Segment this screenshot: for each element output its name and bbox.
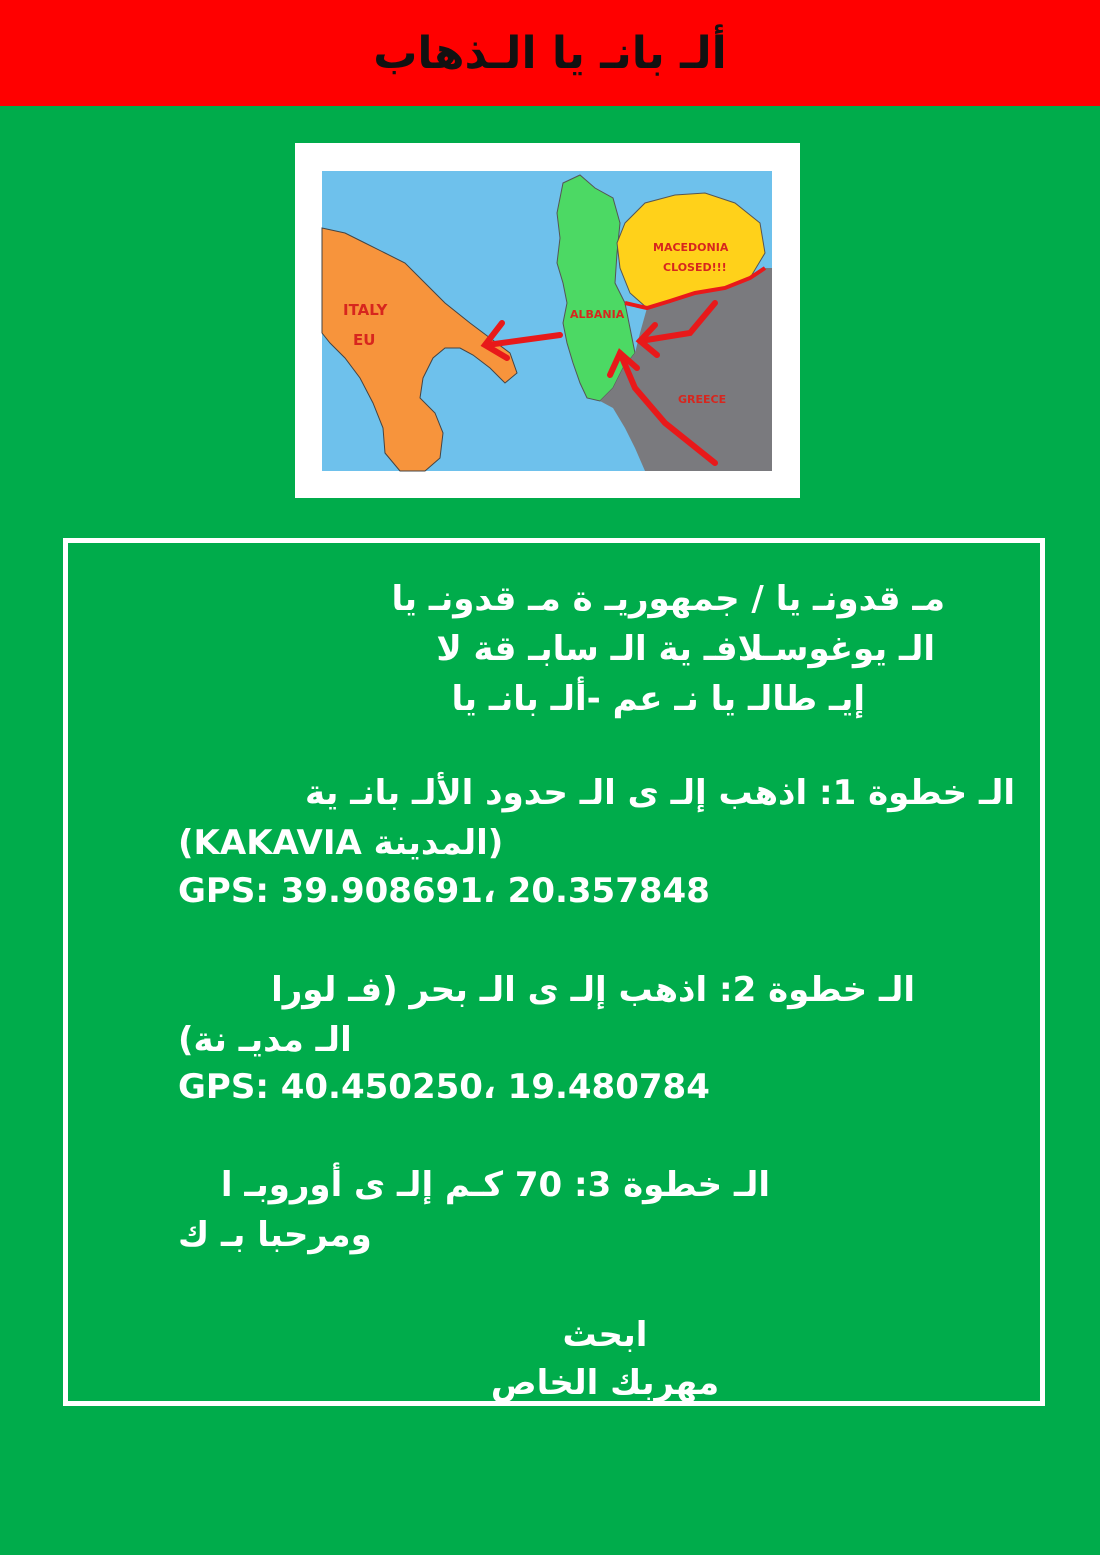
map-label-eu: EU	[353, 331, 376, 349]
step3-line-1: الـ خطوة 3: 70 كـم إلـ ى أوروبـ ا	[220, 1165, 770, 1205]
step2-gps: GPS: 40.450250، 19.480784	[178, 1067, 710, 1107]
footer-line-1: ابحث	[562, 1315, 648, 1355]
map-label-greece: GREECE	[678, 393, 727, 406]
map-image	[295, 143, 800, 498]
map-label-closed: CLOSED!!!	[663, 261, 727, 274]
map-label-albania: ALBANIA	[570, 308, 625, 321]
step3-line-2: ومرحبا بـ ك	[178, 1215, 372, 1255]
footer-line-2: مهربك الخاص	[490, 1363, 720, 1403]
intro-line-2: الـ يوغوسـلافـ ية الـ سابـ قة لا	[436, 629, 935, 669]
step1-gps: GPS: 39.908691، 20.357848	[178, 871, 710, 911]
step2-line-1: الـ خطوة 2: اذهب إلـ ى الـ بحر (فـ لورا	[271, 970, 915, 1010]
map-label-italy: ITALY	[343, 301, 388, 319]
step2-line-2: الـ مديـ نة)	[178, 1020, 352, 1060]
step1-line-1: الـ خطوة 1: اذهب إلـ ى الـ حدود الألـ بانـ ية	[304, 773, 1015, 813]
intro-line-3: إيـ طالـ يا نـ عم -ألـ بانـ يا	[451, 679, 865, 719]
page-title: ألـ بانـ يا الـذهاب	[373, 27, 727, 79]
map-label-macedonia: MACEDONIA	[653, 241, 729, 254]
header-banner	[0, 0, 1100, 106]
map-illustration	[295, 143, 800, 498]
intro-line-1: مـ قدونـ يا / جمهوريـ ة مـ قدونـ يا	[391, 579, 945, 619]
step1-line-2: (KAKAVIA المدينة)	[178, 823, 504, 863]
